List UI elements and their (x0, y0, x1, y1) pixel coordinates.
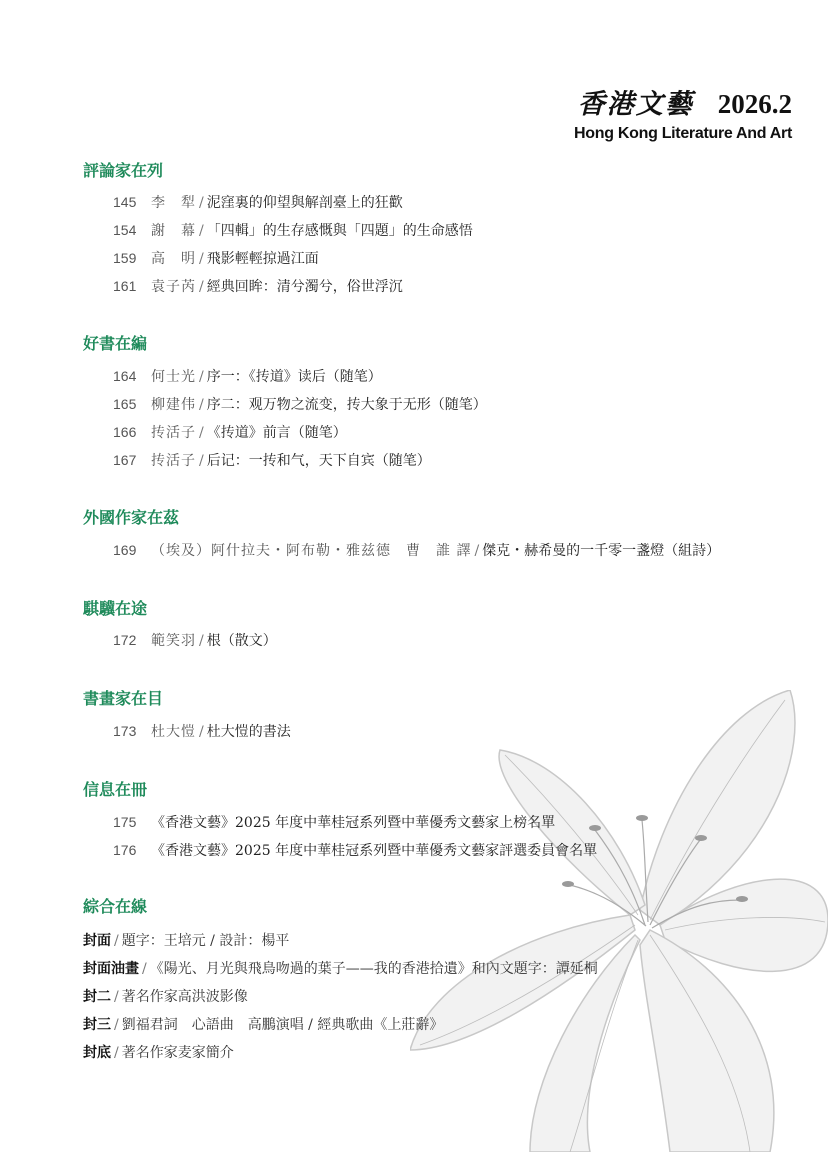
toc-entry[interactable]: 173 杜大愷 / 杜大愷的書法 (113, 723, 291, 740)
cover-credit: 封面油畫 / 《陽光、月光與飛鳥吻過的葉子——我的香港拾遺》和內文題字：譚延桐 (83, 961, 598, 977)
toc-entry[interactable]: 159 高 明 / 飛影輕輕掠過江面 (113, 250, 319, 267)
toc-entry[interactable]: 169 （埃及）阿什拉夫・阿布勒・雅兹德 曹 誰 譯 / 傑克・赫希曼的一千零一盞燈（組詩） (113, 542, 721, 559)
magazine-title: 香港文藝 (577, 89, 694, 120)
lily-flower-illustration (410, 690, 828, 1152)
toc-entry[interactable]: 172 範笑羽 / 根（散文） (113, 632, 277, 649)
toc-entry[interactable]: 166 抟活子 / 《抟道》前言（随笔） (113, 424, 347, 441)
section-title: 外國作家在茲 (83, 508, 180, 527)
toc-entry[interactable]: 165 柳建伟 / 序二：观万物之流变，抟大象于无形（随笔） (113, 396, 487, 413)
cover-credit: 封三 / 劉福君詞 心語曲 高鵬演唱 / 經典歌曲《上莊辭》 (83, 1017, 444, 1033)
section-title: 綜合在線 (83, 897, 148, 916)
toc-entry[interactable]: 145 李 犁 / 泥窪裏的仰望與解剖臺上的狂歡 (113, 194, 403, 211)
cover-credit: 封面 / 題字：王培元 / 設計：楊平 (83, 933, 290, 949)
masthead (574, 82, 792, 143)
toc-entry[interactable]: 176 《香港文藝》2025 年度中華桂冠系列暨中華優秀文藝家評選委員會名單 (113, 842, 598, 859)
toc-entry[interactable]: 154 謝 幕 / 「四輯」的生存感慨與「四題」的生命感悟 (113, 222, 473, 239)
toc-entry[interactable]: 167 抟活子 / 后记：一抟和气，天下自宾（随笔） (113, 452, 431, 469)
toc-entry[interactable]: 175 《香港文藝》2025 年度中華桂冠系列暨中華優秀文藝家上榜名單 (113, 814, 556, 831)
toc-entry[interactable]: 164 何士光 / 序一：《抟道》读后（随笔） (113, 368, 382, 385)
issue-number: 2026.2 (717, 89, 792, 119)
section-title: 書畫家在目 (83, 689, 164, 708)
section-title: 好書在編 (83, 334, 148, 353)
section-title: 騏驥在途 (83, 599, 148, 618)
cover-credit: 封二 / 著名作家高洪波影像 (83, 989, 248, 1005)
section-title: 信息在冊 (83, 780, 148, 799)
cover-credit: 封底 / 著名作家麦家簡介 (83, 1045, 234, 1061)
section-title: 評論家在列 (83, 161, 164, 180)
magazine-english-title: Hong Kong Literature And Art (574, 125, 792, 142)
toc-entry[interactable]: 161 袁子芮 / 經典回眸：清兮濁兮，俗世浮沉 (113, 278, 403, 295)
